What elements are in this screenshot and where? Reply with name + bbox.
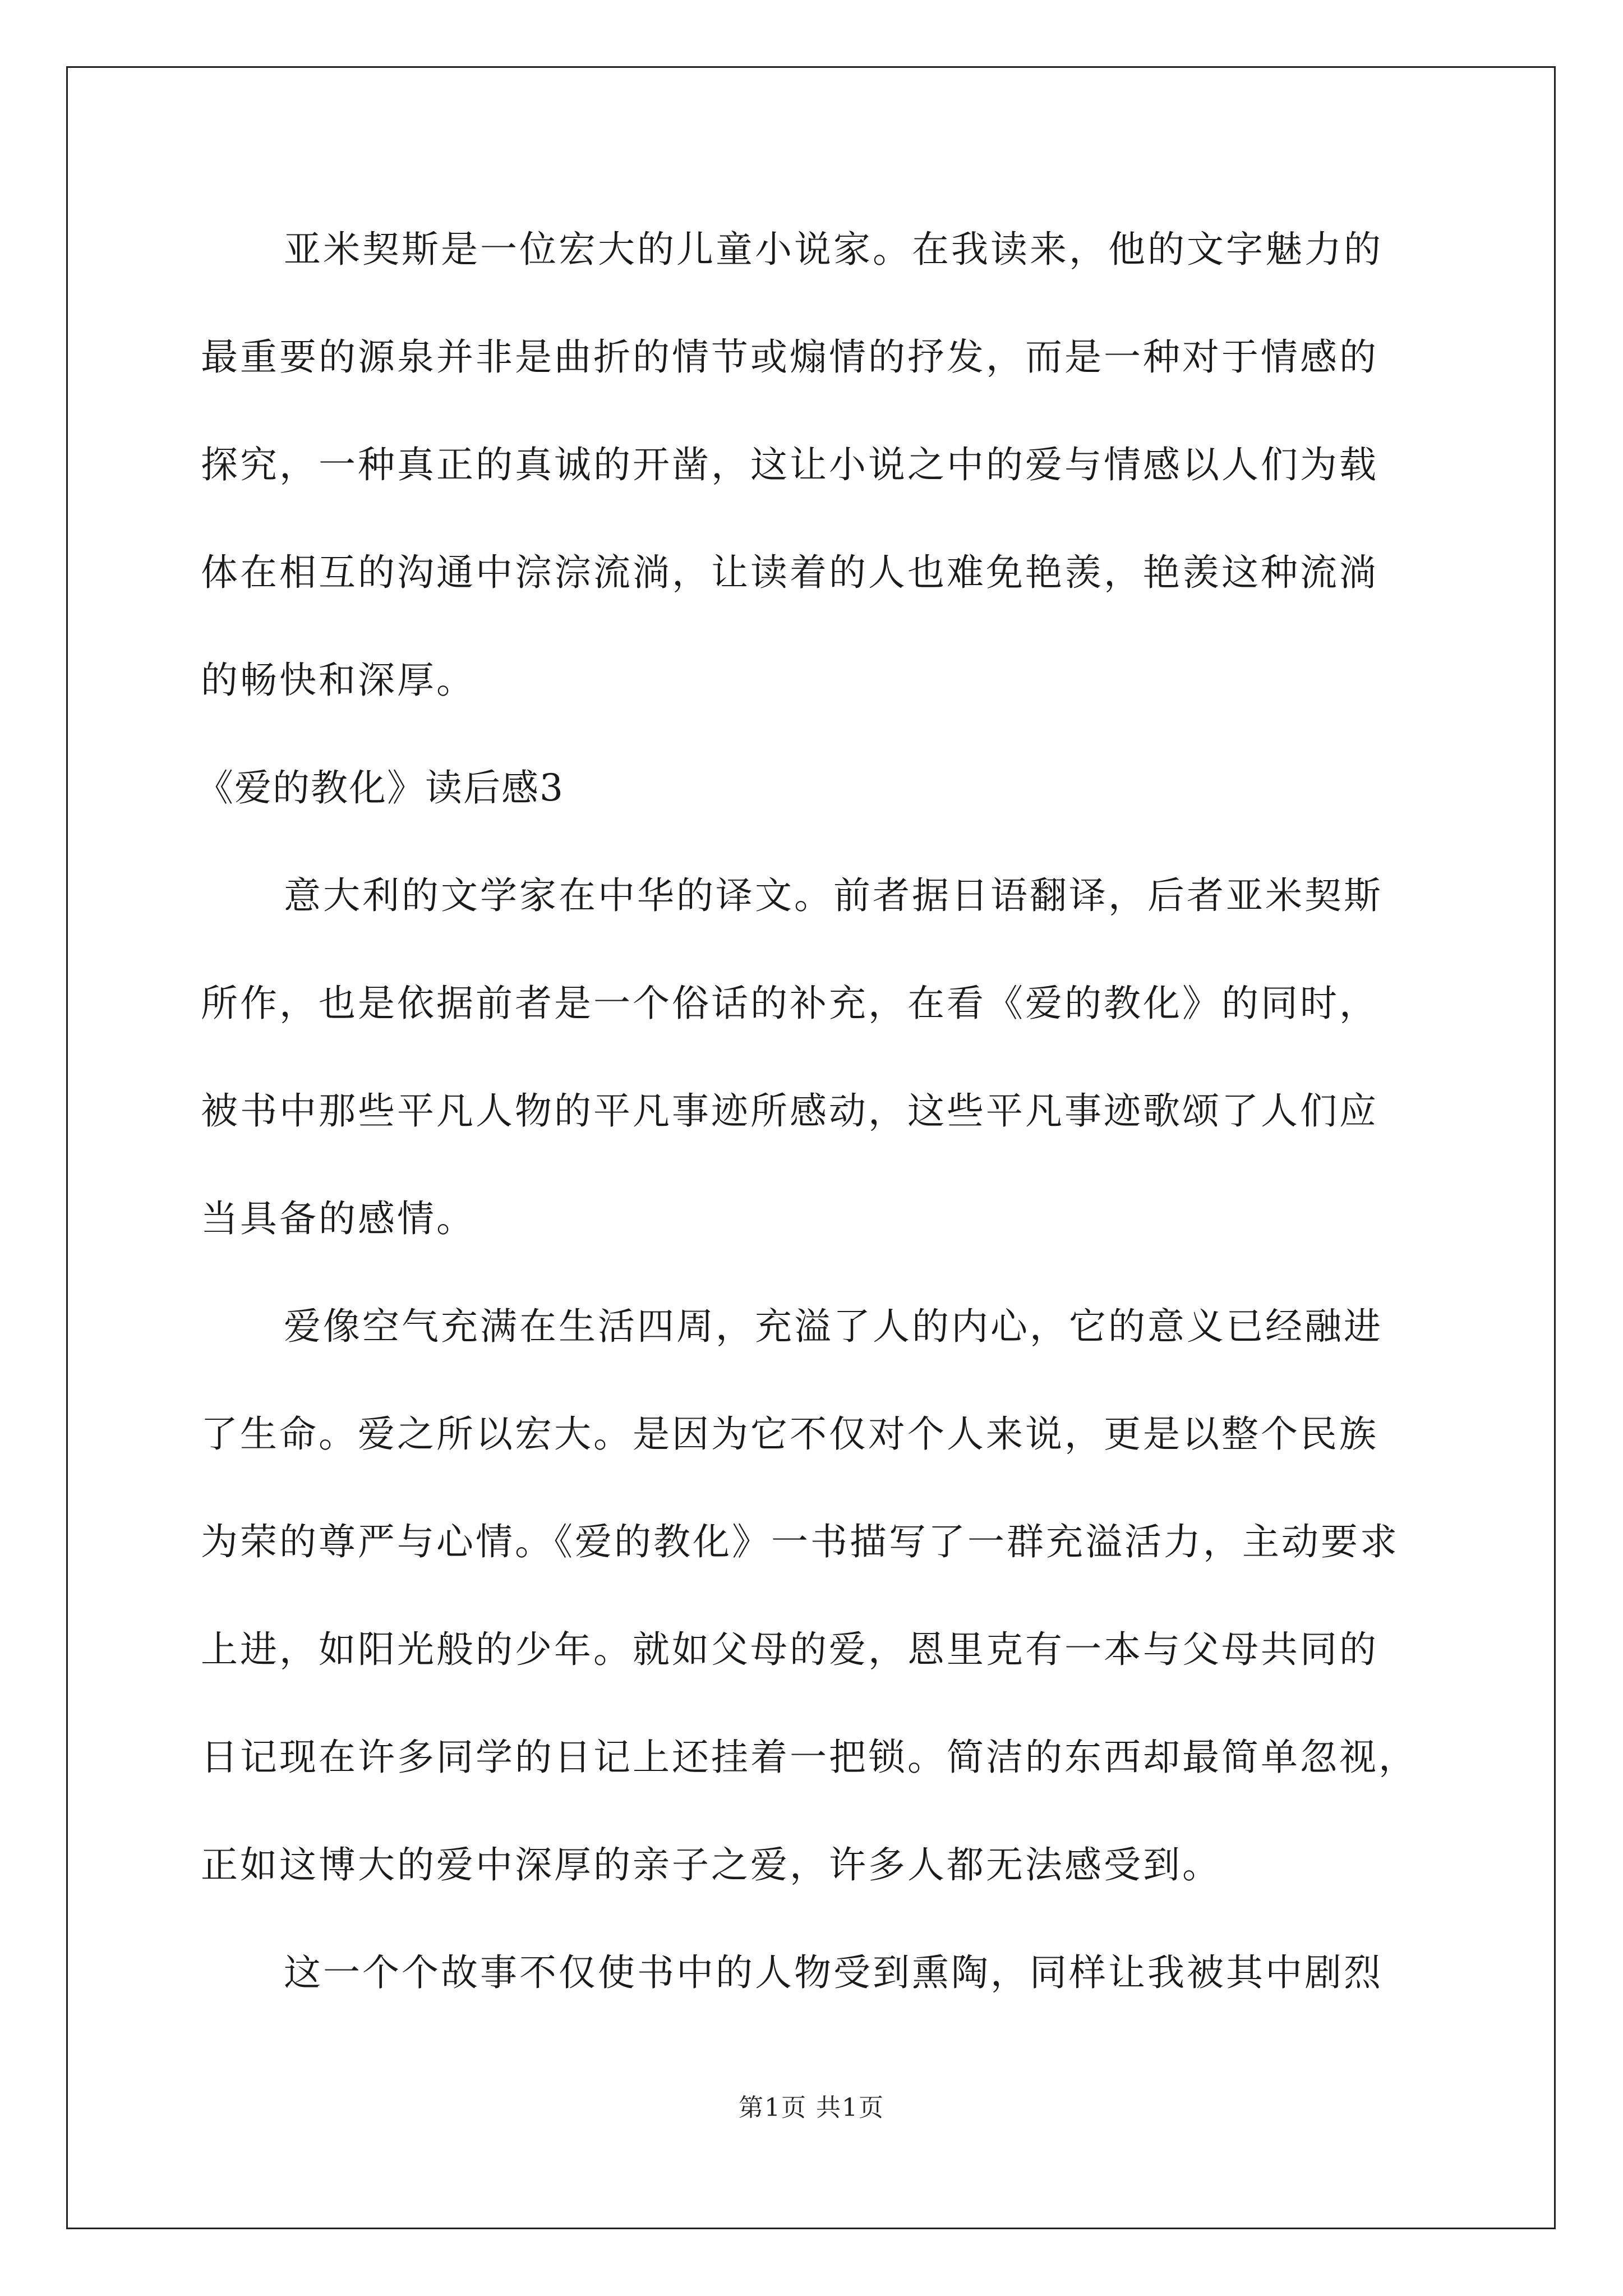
paragraph-3-line-3: 为荣的尊严与心情。《爱的教化》一书描写了一群充溢活力，主动要求 — [201, 1520, 1399, 1563]
paragraph-2-line-3: 被书中那些平凡人物的平凡事迹所感动，这些平凡事迹歌颂了人们应 — [201, 1089, 1378, 1133]
paragraph-4-line-1: 这一个个故事不仅使书中的人物受到熏陶，同样让我被其中剧烈 — [284, 1951, 1383, 1994]
section-heading: 《爱的教化》读后感3 — [196, 766, 564, 809]
paragraph-1-line-4: 体在相互的沟通中淙淙流淌，让读着的人也难免艳羡，艳羡这种流淌 — [201, 551, 1378, 594]
paragraph-1-line-3: 探究，一种真正的真诚的开凿，这让小说之中的爱与情感以人们为载 — [201, 443, 1378, 486]
paragraph-2-line-2: 所作，也是依据前者是一个俗话的补充，在看《爱的教化》的同时， — [201, 982, 1378, 1025]
paragraph-3-line-5: 日记现在许多同学的日记上还挂着一把锁。简洁的东西却最简单忽视， — [201, 1736, 1418, 1779]
paragraph-1-line-1: 亚米契斯是一位宏大的儿童小说家。在我读来，他的文字魅力的 — [284, 228, 1383, 271]
paragraph-3-line-4: 上进，如阳光般的少年。就如父母的爱，恩里克有一本与父母共同的 — [201, 1628, 1378, 1671]
paragraph-3-line-6: 正如这博大的爱中深厚的亲子之爱，许多人都无法感受到。 — [201, 1843, 1221, 1887]
page-border — [66, 66, 1556, 2229]
page-footer: 第1页 共1页 — [739, 2093, 884, 2122]
paragraph-3-line-2: 了生命。爱之所以宏大。是因为它不仅对个人来说，更是以整个民族 — [201, 1412, 1378, 1456]
paragraph-2-line-4: 当具备的感情。 — [201, 1197, 476, 1240]
paragraph-1-line-5: 的畅快和深厚。 — [201, 659, 476, 702]
paragraph-3-line-1: 爱像空气充满在生活四周，充溢了人的内心，它的意义已经融进 — [284, 1305, 1383, 1348]
paragraph-2-line-1: 意大利的文学家在中华的译文。前者据日语翻译，后者亚米契斯 — [284, 874, 1383, 917]
paragraph-1-line-2: 最重要的源泉并非是曲折的情节或煽情的抒发，而是一种对于情感的 — [201, 335, 1378, 379]
